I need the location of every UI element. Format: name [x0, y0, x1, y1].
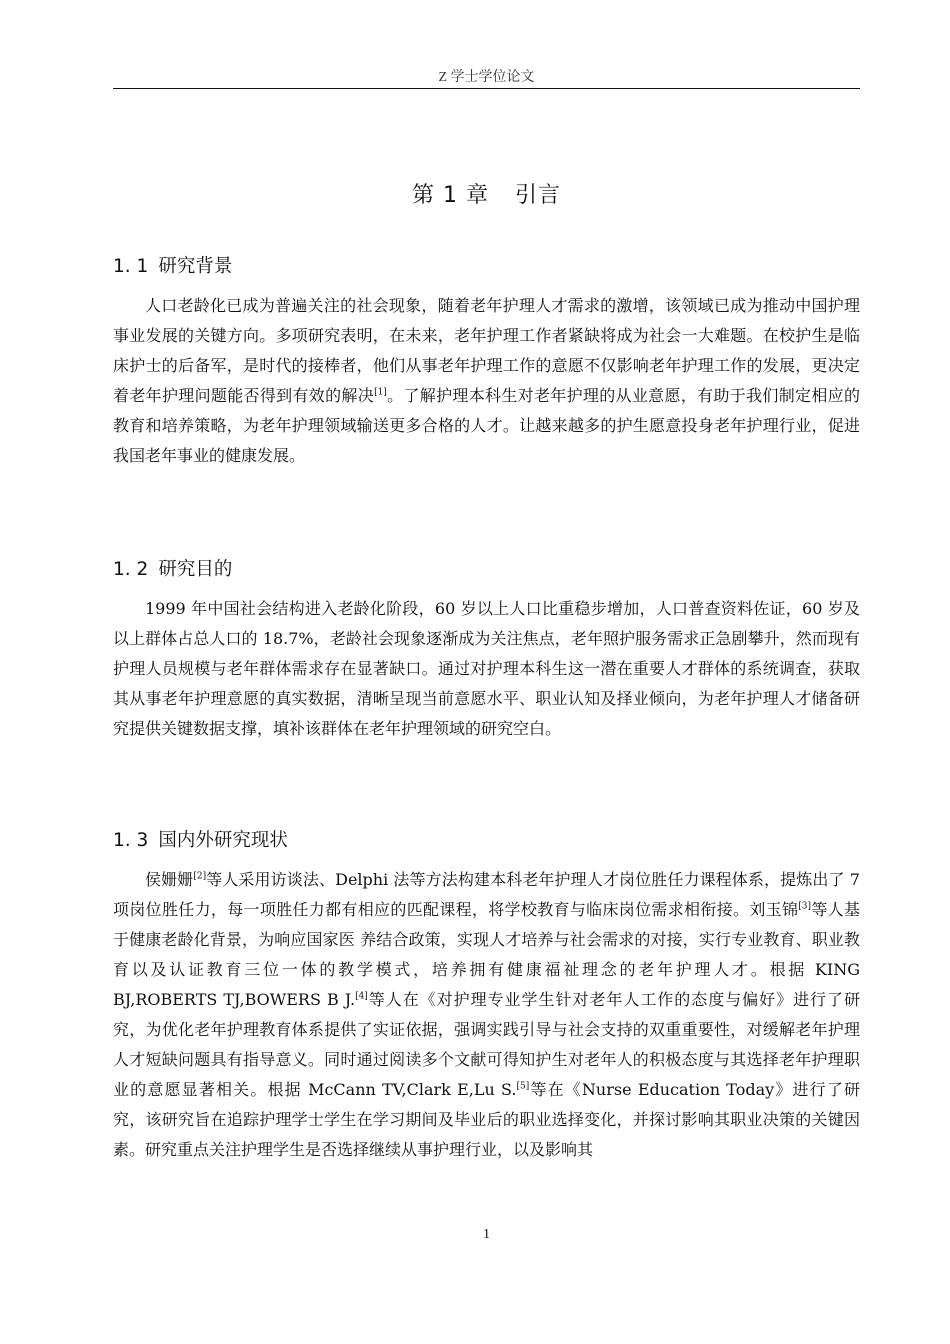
citation-ref: [3]	[798, 901, 812, 912]
section-number: 1. 3	[113, 830, 149, 851]
running-header: Z 学士学位论文	[438, 70, 535, 85]
section-heading-1-1	[113, 252, 232, 278]
section-paragraph	[113, 865, 860, 1165]
chapter-name: 引言	[514, 183, 561, 208]
paragraph-text: 等人基于健康老龄化背景，为响应国家医 养结合政策，实现人才培养与社会需求的对接，实行专业教育、职业教育以及认证教育三位一体的教学模式，培养拥有健康福祉理念的老年护理人才。根据 KING BJ,ROBERTS TJ,BOWERS B J.	[113, 900, 860, 1009]
section-number: 1. 2	[113, 559, 149, 580]
citation-ref: [5]	[516, 1081, 530, 1092]
chapter-number: 第 1 章	[412, 183, 489, 208]
section-heading-1-2	[113, 555, 232, 581]
paragraph-text: 等人在《对护理专业学生针对老年人工作的态度与偏好》进行了研究，为优化老年护理教育体系提供了实证依据，强调实践引导与社会支持的双重重要性，对缓解老年护理人才短缺问题具有指导意义。同时通过阅读多个文献可得知护生对老年人的积极态度与其选择老年护理职业的意愿显著相关。根据 McCann TV,Clark E,Lu S.	[113, 990, 860, 1099]
page-number: 1	[483, 1227, 490, 1242]
section-title: 研究目的	[158, 559, 233, 580]
citation-ref: [4]	[355, 991, 368, 1002]
paragraph-text: 。了解护理本科生对老年护理的从业意愿，有助于我们制定相应的教育和培养策略，为老年护理领域输送更多合格的人才。让越来越多的护生愿意投身老年护理行业，促进我国老年事业的健康发展。	[113, 386, 860, 465]
section-paragraph	[113, 291, 860, 471]
citation-ref: [1]	[374, 387, 387, 398]
section-heading-1-3	[113, 826, 288, 852]
paragraph-text: 等在《Nurse Education Today》进行了研究，该研究旨在追踪护理学士学生在学习期间及毕业后的职业选择变化，并探讨影响其职业决策的关键因素。研究重点关注护理学生是否选择继续从事护理行业，以及影响其	[113, 1080, 860, 1159]
paragraph-text: 侯姗姗	[145, 870, 194, 889]
chapter-title	[113, 178, 860, 209]
section-title: 国内外研究现状	[158, 830, 288, 851]
paragraph-text: 人口老龄化已成为普遍关注的社会现象，随着老年护理人才需求的激增，该领域已成为推动中国护理事业发展的关键方向。多项研究表明，在未来，老年护理工作者紧缺将成为社会一大难题。在校护生是临床护士的后备军，是时代的接棒者，他们从事老年护理工作的意愿不仅影响老年护理工作的发展，更决定着老年护理问题能否得到有效的解决	[113, 296, 860, 405]
paragraph-text: 等人采用访谈法、Delphi 法等方法构建本科老年护理人才岗位胜任力课程体系，提炼出了 7 项岗位胜任力，每一项胜任力都有相应的匹配课程，将学校教育与临床岗位需求相衔接。刘玉锦	[113, 870, 860, 919]
section-number: 1. 1	[113, 256, 149, 277]
citation-ref: [2]	[193, 871, 207, 882]
header-rule	[113, 88, 860, 89]
section-title: 研究背景	[158, 256, 233, 277]
section-paragraph	[113, 594, 860, 744]
paragraph-text: 1999 年中国社会结构进入老龄化阶段，60 岁以上人口比重稳步增加，人口普查资料佐证，60 岁及以上群体占总人口的 18.7%，老龄社会现象逐渐成为关注焦点，老年照护服务需求正急剧攀升，然而现有护理人员规模与老年群体需求存在显著缺口。通过对护理本科生这一潜在重要人才群体的系统调查，获取其从事老年护理意愿的真实数据，清晰呈现当前意愿水平、职业认知及择业倾向，为老年护理人才储备研究提供关键数据支撑，填补该群体在老年护理领域的研究空白。	[113, 599, 860, 738]
